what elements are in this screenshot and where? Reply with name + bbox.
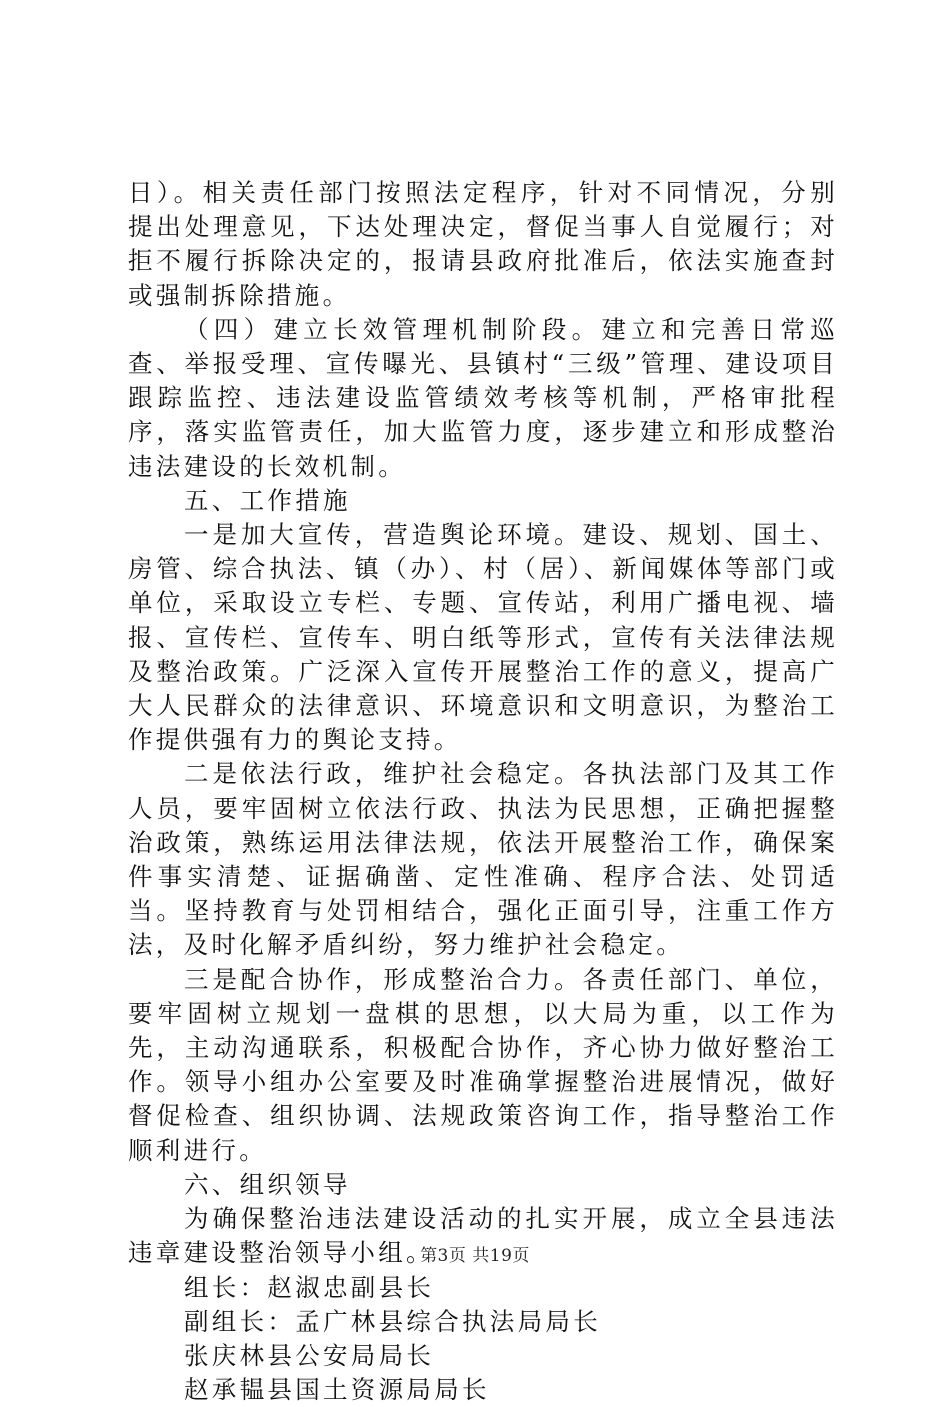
line-member-public-security: 张庆林县公安局局长: [184, 1340, 435, 1370]
paragraph-leadership-group: 为确保整治违法建设活动的扎实开展，成立全县违法违章建设整治领导小组。: [128, 1204, 838, 1268]
page-footer: 第3页 共19页: [420, 1246, 530, 1266]
line-deputy-leader: 副组长：孟广林县综合执法局局长: [184, 1306, 601, 1336]
paragraph-phase-four: （四）建立长效管理机制阶段。建立和完善日常巡查、举报受理、宣传曝光、县镇村“三级”管理、建设项目跟踪监控、违法建设监管绩效考核等机制，严格审批程序，落实监管责任，加大监管力度，逐步建立和形成整治违法建设的长效机制。: [128, 314, 838, 481]
heading-organization-leadership: 六、组织领导: [184, 1169, 351, 1199]
line-member-land-resources: 赵承韫县国土资源局局长: [184, 1375, 490, 1405]
paragraph-measure-three: 三是配合协作，形成整治合力。各责任部门、单位，要牢固树立规划一盘棋的思想，以大局为重，以工作为先，主动沟通联系，积极配合协作，齐心协力做好整治工作。领导小组办公室要及时准确掌握整治进展情况，做好督促检查、组织协调、法规政策咨询工作，指导整治工作顺利进行。: [128, 964, 838, 1165]
heading-work-measures: 五、工作措施: [184, 485, 351, 515]
paragraph-continuation: 日）。相关责任部门按照法定程序，针对不同情况，分别提出处理意见，下达处理决定，督促当事人自觉履行；对拒不履行拆除决定的，报请县政府批准后，依法实施查封或强制拆除措施。: [128, 178, 838, 310]
paragraph-measure-one: 一是加大宣传，营造舆论环境。建设、规划、国土、房管、综合执法、镇（办）、村（居）、新闻媒体等部门或单位，采取设立专栏、专题、宣传站，利用广播电视、墙报、宣传栏、宣传车、明白纸等形式，宣传有关法律法规及整治政策。广泛深入宣传开展整治工作的意义，提高广大人民群众的法律意识、环境意识和文明意识，为整治工作提供强有力的舆论支持。: [128, 520, 838, 755]
document-body: [128, 176, 838, 1407]
paragraph-measure-two: 二是依法行政，维护社会稳定。各执法部门及其工作人员，要牢固树立依法行政、执法为民思想，正确把握整治政策，熟练运用法律法规，依法开展整治工作，确保案件事实清楚、证据确凿、定性准确、程序合法、处罚适当。坚持教育与处罚相结合，强化正面引导，注重工作方法，及时化解矛盾纠纷，努力维护社会稳定。: [128, 759, 838, 960]
line-group-leader: 组长：赵淑忠副县长: [184, 1272, 435, 1302]
